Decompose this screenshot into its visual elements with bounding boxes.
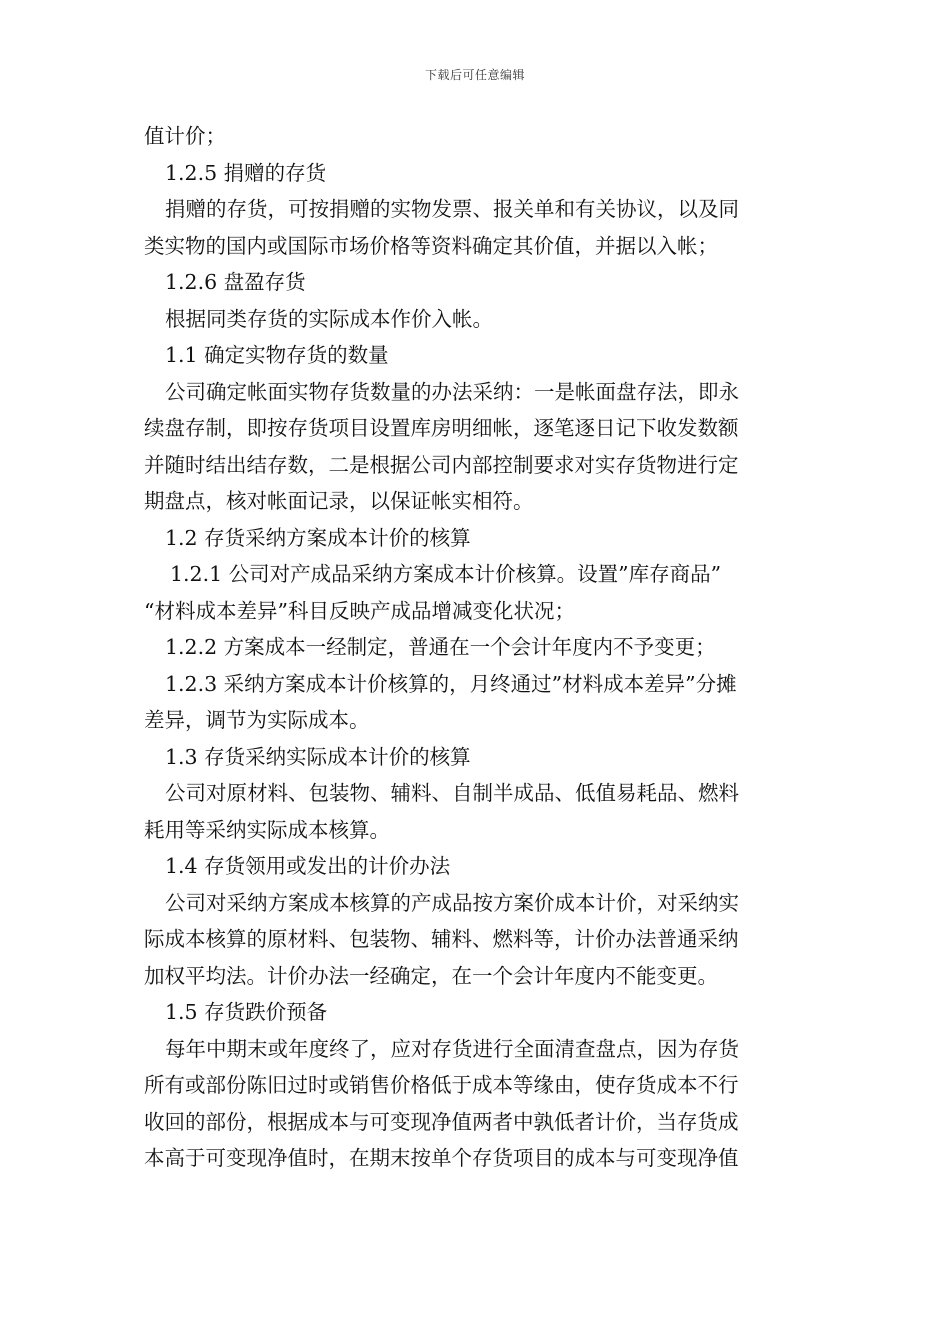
paragraph-line: 期盘点，核对帐面记录，以保证帐实相符。 bbox=[144, 489, 534, 513]
section-heading: 1.2.5 捐赠的存货 bbox=[165, 160, 327, 185]
paragraph-line: 捐赠的存货，可按捐赠的实物发票、报关单和有关协议，以及同 bbox=[165, 197, 739, 221]
section-heading: 1.2.3 采纳方案成本计价核算的，月终通过”材料成本差异”分摊 bbox=[165, 671, 737, 696]
paragraph-line: 本高于可变现净值时，在期末按单个存货项目的成本与可变现净值 bbox=[144, 1146, 739, 1170]
paragraph-line: 公司确定帐面实物存货数量的办法采纳：一是帐面盘存法，即永 bbox=[165, 379, 739, 404]
paragraph-line: “材料成本差异”科目反映产成品增减变化状况； bbox=[144, 598, 575, 623]
section-heading: 1.3 存货采纳实际成本计价的核算 bbox=[165, 744, 471, 769]
paragraph-line: 所有或部份陈旧过时或销售价格低于成本等缘由，使存货成本不行 bbox=[144, 1073, 739, 1097]
section-heading: 1.1 确定实物存货的数量 bbox=[165, 343, 389, 367]
section-heading: 1.4 存货领用或发出的计价办法 bbox=[165, 854, 451, 878]
paragraph-line: 值计价； bbox=[144, 124, 226, 148]
section-heading: 1.2.6 盘盈存货 bbox=[165, 270, 306, 294]
section-heading: 1.2 存货采纳方案成本计价的核算 bbox=[165, 525, 471, 550]
paragraph-line: 类实物的国内或国际市场价格等资料确定其价值，并据以入帐； bbox=[144, 233, 718, 258]
paragraph-line: 每年中期末或年度终了，应对存货进行全面清查盘点，因为存货 bbox=[165, 1036, 739, 1061]
paragraph-line: 际成本核算的原材料、包装物、辅料、燃料等，计价办法普通采纳 bbox=[144, 927, 739, 951]
paragraph-line: 收回的部份，根据成本与可变现净值两者中孰低者计价，当存货成 bbox=[144, 1109, 739, 1134]
paragraph-line: 并随时结出结存数，二是根据公司内部控制要求对实存货物进行定 bbox=[144, 452, 739, 477]
paragraph-line: 公司对原材料、包装物、辅料、自制半成品、低值易耗品、燃料 bbox=[165, 781, 739, 805]
header-note: 下载后可任意编辑 bbox=[424, 68, 525, 82]
document-body bbox=[144, 118, 809, 1177]
paragraph-line: 差异，调节为实际成本。 bbox=[144, 708, 370, 732]
section-heading: 1.2.2 方案成本一经制定，普通在一个会计年度内不予变更； bbox=[165, 635, 716, 659]
paragraph-line: 加权平均法。计价办法一经确定，在一个会计年度内不能变更。 bbox=[144, 963, 718, 988]
section-heading: 1.2.1 公司对产成品采纳方案成本计价核算。设置”库存商品” bbox=[170, 562, 722, 586]
section-heading: 1.5 存货跌价预备 bbox=[165, 1000, 328, 1024]
paragraph-line: 根据同类存货的实际成本作价入帐。 bbox=[165, 306, 493, 331]
paragraph-line: 公司对采纳方案成本核算的产成品按方案价成本计价，对采纳实 bbox=[165, 890, 739, 915]
paragraph-line: 续盘存制，即按存货项目设置库房明细帐，逐笔逐日记下收发数额 bbox=[144, 416, 739, 440]
paragraph-line: 耗用等采纳实际成本核算。 bbox=[144, 817, 390, 842]
